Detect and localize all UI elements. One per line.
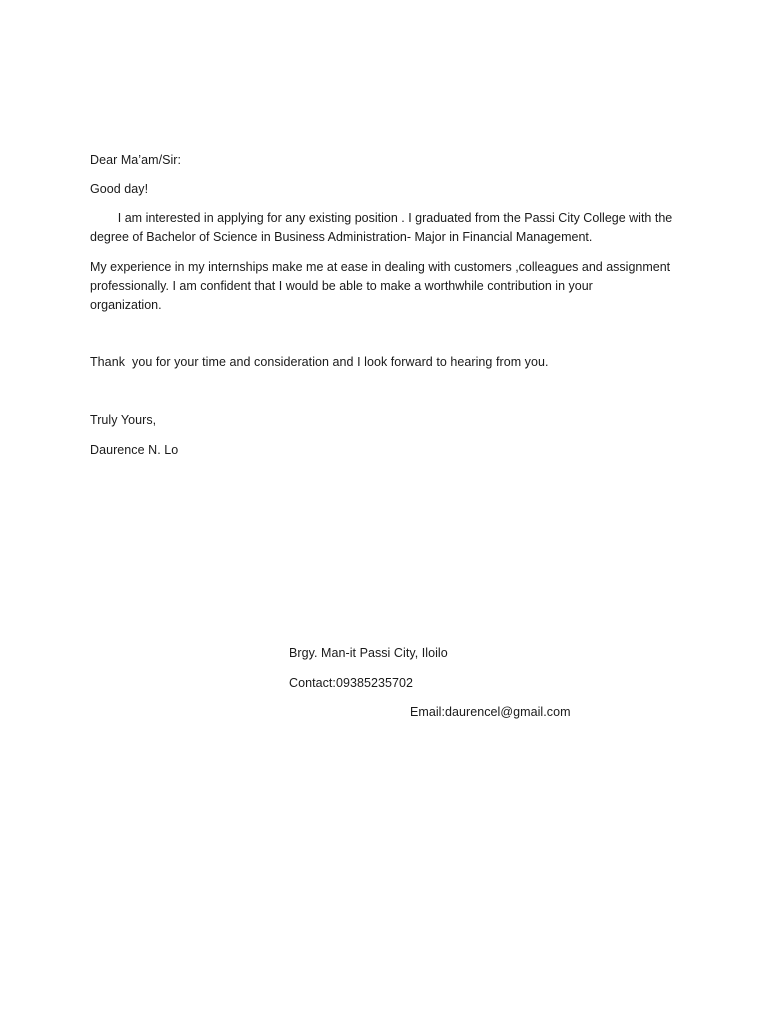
paragraph-experience bbox=[90, 258, 680, 315]
thanks-line: Thank you for your time and consideration and I look forward to hearing from you. bbox=[90, 355, 549, 369]
signature-name: Daurence N. Lo bbox=[90, 443, 179, 457]
greeting: Good day! bbox=[90, 182, 149, 196]
contact-phone: Contact:09385235702 bbox=[289, 676, 413, 690]
paragraph-application-line-1: I am interested in applying for any existing position . I graduated from the Passi City College with the bbox=[90, 211, 673, 225]
contact-address: Brgy. Man-it Passi City, Iloilo bbox=[289, 646, 448, 660]
paragraph-experience-line-1: My experience in my internships make me at ease in dealing with customers ,colleagues and assignment bbox=[90, 260, 671, 274]
contact-email: Email:daurencel@gmail.com bbox=[410, 705, 571, 719]
paragraph-application bbox=[90, 209, 680, 247]
salutation: Dear Ma’am/Sir: bbox=[90, 153, 182, 167]
paragraph-experience-line-2: professionally. I am confident that I would be able to make a worthwhile contribution in your bbox=[90, 279, 593, 293]
paragraph-application-line-2: degree of Bachelor of Science in Business Administration- Major in Financial Management. bbox=[90, 230, 593, 244]
paragraph-experience-line-3: organization. bbox=[90, 298, 162, 312]
closing: Truly Yours, bbox=[90, 413, 157, 427]
